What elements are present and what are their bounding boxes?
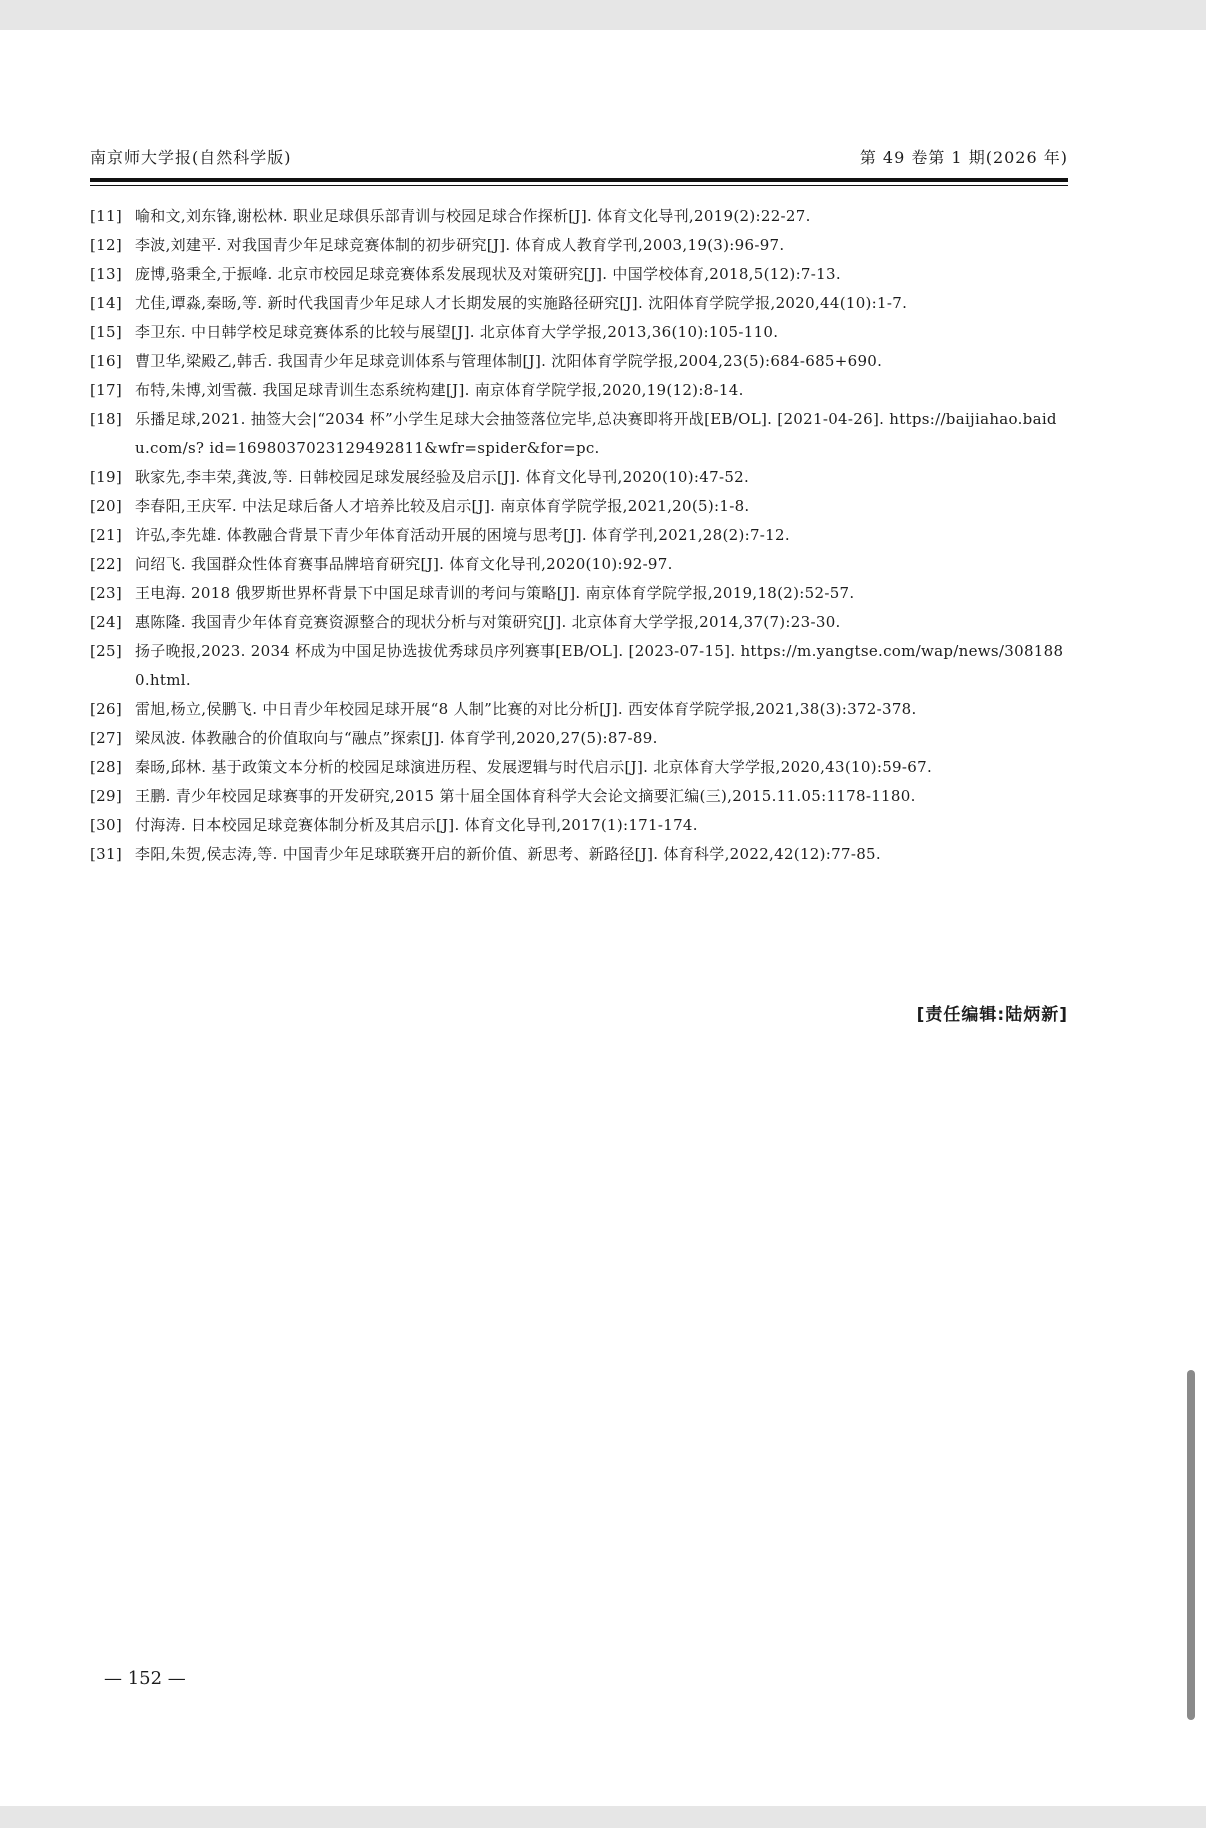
- reference-number: [26]: [90, 700, 122, 718]
- reference-text: 问绍飞. 我国群众性体育赛事品牌培育研究[J]. 体育文化导刊,2020(10):92-97.: [135, 555, 673, 573]
- reference-number: [31]: [90, 845, 122, 863]
- reference-item: [90, 260, 1068, 289]
- top-band: [0, 0, 1206, 30]
- bottom-band: [0, 1806, 1206, 1828]
- reference-item: [90, 347, 1068, 376]
- reference-text: 喻和文,刘东锋,谢松林. 职业足球俱乐部青训与校园足球合作探析[J]. 体育文化导刊,2019(2):22-27.: [135, 207, 811, 225]
- reference-text: 王鹏. 青少年校园足球赛事的开发研究,2015 第十届全国体育科学大会论文摘要汇编(三),2015.11.05:1178-1180.: [135, 787, 916, 805]
- reference-item: [90, 405, 1068, 463]
- reference-text: 王电海. 2018 俄罗斯世界杯背景下中国足球青训的考问与策略[J]. 南京体育学院学报,2019,18(2):52-57.: [135, 584, 855, 602]
- reference-item: [90, 695, 1068, 724]
- reference-text: 秦旸,邱林. 基于政策文本分析的校园足球演进历程、发展逻辑与时代启示[J]. 北京体育大学学报,2020,43(10):59-67.: [135, 758, 933, 776]
- reference-number: [15]: [90, 323, 122, 341]
- reference-number: [28]: [90, 758, 122, 776]
- reference-text: 梁凤波. 体教融合的价值取向与“融点”探索[J]. 体育学刊,2020,27(5):87-89.: [135, 729, 658, 747]
- reference-number: [13]: [90, 265, 122, 283]
- reference-text: 李波,刘建平. 对我国青少年足球竞赛体制的初步研究[J]. 体育成人教育学刊,2003,19(3):96-97.: [135, 236, 785, 254]
- reference-text: 李春阳,王庆军. 中法足球后备人才培养比较及启示[J]. 南京体育学院学报,2021,20(5):1-8.: [135, 497, 750, 515]
- reference-text: 扬子晚报,2023. 2034 杯成为中国足协选拔优秀球员序列赛事[EB/OL]. [2023-07-15]. https://m.yangtse.com/wap/news/3081880.html.: [135, 642, 1064, 689]
- reference-text: 惠陈隆. 我国青少年体育竞赛资源整合的现状分析与对策研究[J]. 北京体育大学学报,2014,37(7):23-30.: [135, 613, 841, 631]
- reference-number: [25]: [90, 642, 122, 660]
- page-number: — 152 —: [104, 1668, 186, 1689]
- issue-info: 第 49 卷第 1 期(2026 年): [859, 148, 1068, 167]
- reference-text: 庞博,骆秉全,于振峰. 北京市校园足球竞赛体系发展现状及对策研究[J]. 中国学校体育,2018,5(12):7-13.: [135, 265, 841, 283]
- reference-item: [90, 608, 1068, 637]
- scrollbar-thumb[interactable]: [1187, 1370, 1195, 1720]
- reference-item: [90, 318, 1068, 347]
- reference-number: [30]: [90, 816, 122, 834]
- reference-item: [90, 376, 1068, 405]
- reference-item: [90, 840, 1068, 869]
- reference-item: [90, 521, 1068, 550]
- reference-text: 耿家先,李丰荣,龚波,等. 日韩校园足球发展经验及启示[J]. 体育文化导刊,2020(10):47-52.: [135, 468, 750, 486]
- reference-number: [27]: [90, 729, 122, 747]
- reference-text: 许弘,李先雄. 体教融合背景下青少年体育活动开展的困境与思考[J]. 体育学刊,2021,28(2):7-12.: [135, 526, 790, 544]
- header-rule-thick: [90, 178, 1068, 182]
- reference-item: [90, 231, 1068, 260]
- reference-text: 尤佳,谭淼,秦旸,等. 新时代我国青少年足球人才长期发展的实施路径研究[J]. 沈阳体育学院学报,2020,44(10):1-7.: [135, 294, 908, 312]
- reference-number: [21]: [90, 526, 122, 544]
- reference-text: 乐播足球,2021. 抽签大会|“2034 杯”小学生足球大会抽签落位完毕,总决赛即将开战[EB/OL]. [2021-04-26]. https://baijiahao.baidu.com/s? id=1698037023129492811&wfr=spider&for=pc.: [135, 410, 1057, 457]
- reference-item: [90, 289, 1068, 318]
- reference-item: [90, 637, 1068, 695]
- journal-title: 南京师大学报(自然科学版): [90, 148, 292, 167]
- reference-number: [19]: [90, 468, 122, 486]
- reference-item: [90, 811, 1068, 840]
- reference-text: 曹卫华,梁殿乙,韩舌. 我国青少年足球竞训体系与管理体制[J]. 沈阳体育学院学报,2004,23(5):684-685+690.: [135, 352, 883, 370]
- header-rule-thin: [90, 185, 1068, 186]
- reference-number: [24]: [90, 613, 122, 631]
- reference-text: 布特,朱博,刘雪薇. 我国足球青训生态系统构建[J]. 南京体育学院学报,2020,19(12):8-14.: [135, 381, 744, 399]
- reference-list: [90, 202, 1068, 869]
- reference-number: [18]: [90, 410, 122, 428]
- reference-number: [22]: [90, 555, 122, 573]
- reference-item: [90, 492, 1068, 521]
- reference-item: [90, 202, 1068, 231]
- reference-item: [90, 782, 1068, 811]
- responsible-editor: [责任编辑:陆炳新]: [916, 1005, 1068, 1025]
- reference-item: [90, 753, 1068, 782]
- reference-text: 李卫东. 中日韩学校足球竞赛体系的比较与展望[J]. 北京体育大学学报,2013,36(10):105-110.: [135, 323, 779, 341]
- reference-number: [11]: [90, 207, 122, 225]
- reference-item: [90, 579, 1068, 608]
- reference-number: [17]: [90, 381, 122, 399]
- reference-text: 李阳,朱贺,侯志涛,等. 中国青少年足球联赛开启的新价值、新思考、新路径[J]. 体育科学,2022,42(12):77-85.: [135, 845, 881, 863]
- reference-number: [12]: [90, 236, 122, 254]
- reference-text: 付海涛. 日本校园足球竞赛体制分析及其启示[J]. 体育文化导刊,2017(1):171-174.: [135, 816, 698, 834]
- reference-text: 雷旭,杨立,侯鹏飞. 中日青少年校园足球开展“8 人制”比赛的对比分析[J]. 西安体育学院学报,2021,38(3):372-378.: [135, 700, 917, 718]
- reference-item: [90, 550, 1068, 579]
- reference-number: [14]: [90, 294, 122, 312]
- reference-number: [23]: [90, 584, 122, 602]
- reference-number: [29]: [90, 787, 122, 805]
- reference-item: [90, 463, 1068, 492]
- reference-number: [16]: [90, 352, 122, 370]
- reference-item: [90, 724, 1068, 753]
- reference-number: [20]: [90, 497, 122, 515]
